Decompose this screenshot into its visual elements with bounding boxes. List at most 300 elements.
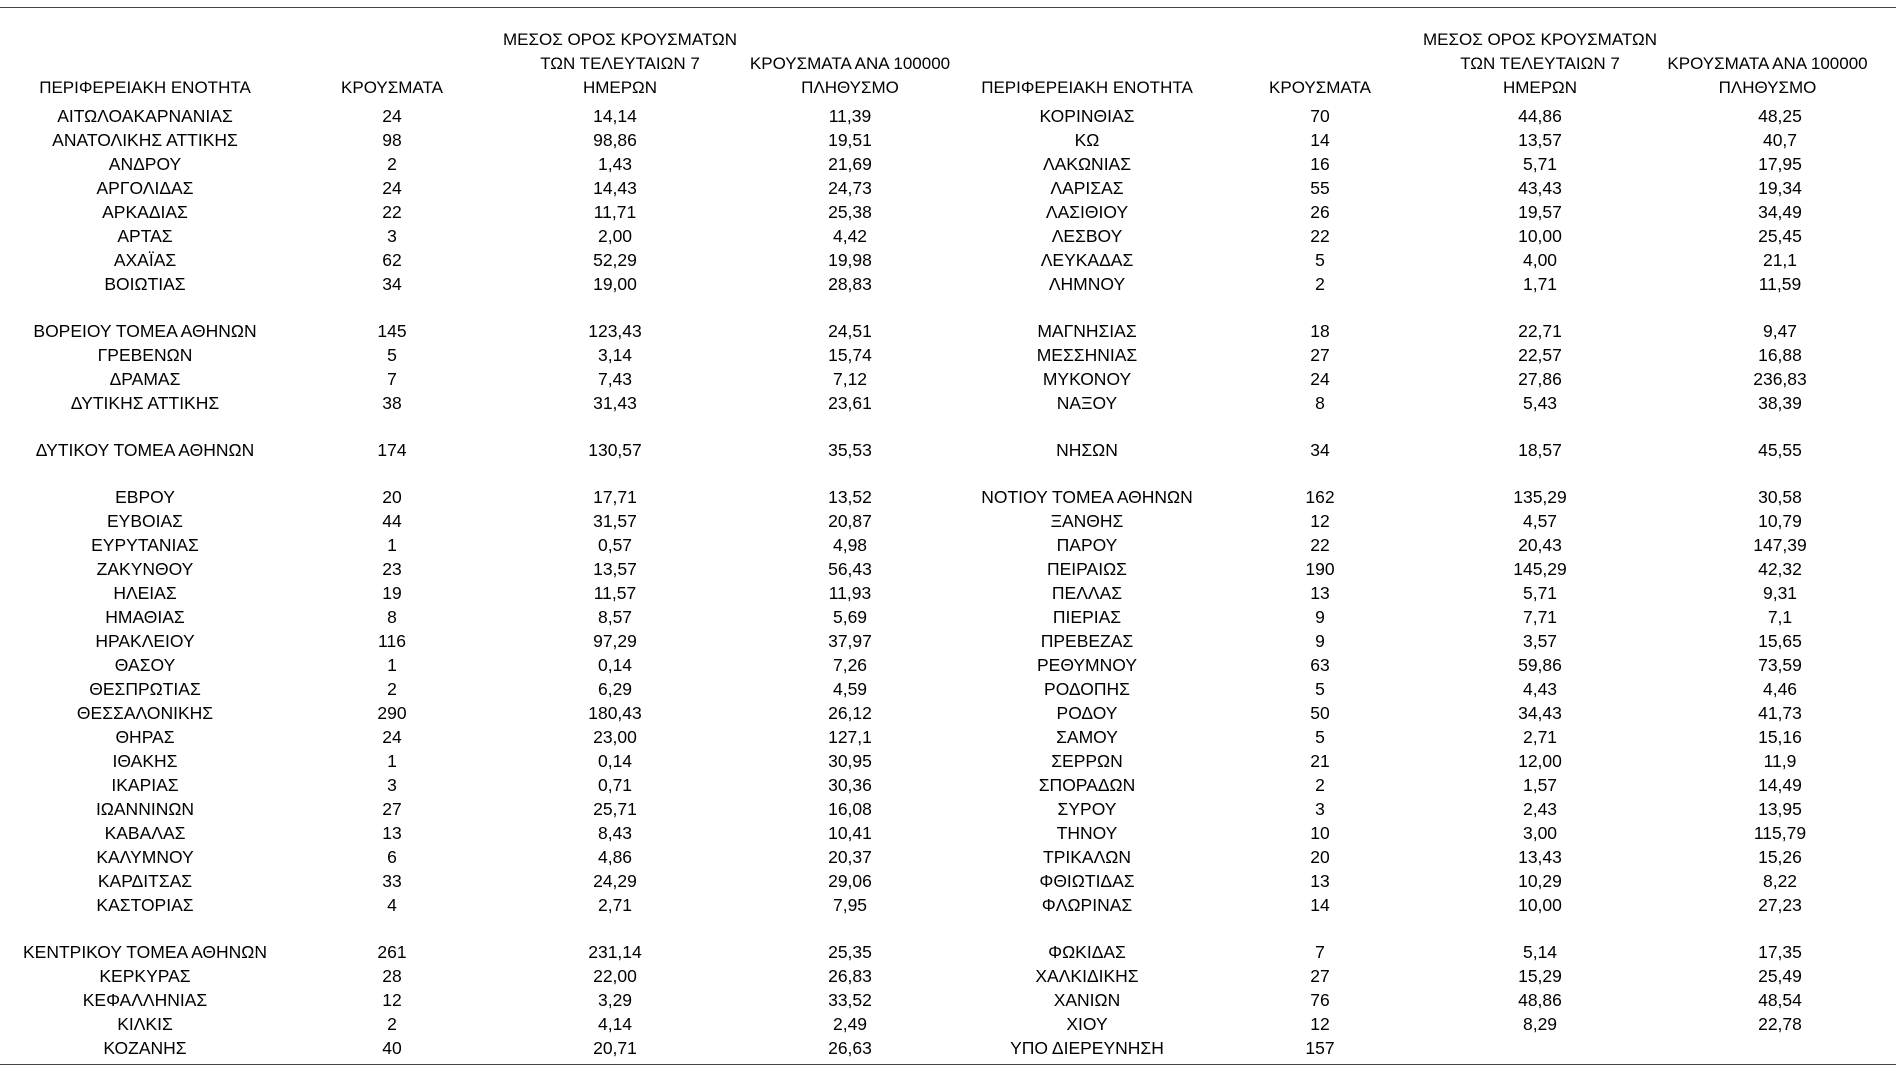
table-row: [0, 438, 950, 462]
header-region: [20, 30, 270, 100]
table-row: [0, 343, 950, 367]
cell-region: ΗΜΑΘΙΑΣ: [105, 607, 185, 627]
table-row: [0, 845, 950, 869]
cell-avg7: 4,43: [1522, 679, 1558, 699]
cell-cases: 8: [387, 607, 397, 627]
cell-avg7: 18,57: [1518, 440, 1562, 460]
cell-per100k: 28,83: [828, 274, 872, 294]
cell-region: ΚΕΝΤΡΙΚΟΥ ΤΟΜΕΑ ΑΘΗΝΩΝ: [22, 942, 268, 962]
cell-cases: 14: [1310, 895, 1330, 915]
cell-avg7: 0,14: [597, 655, 633, 675]
cell-cases: 12: [382, 990, 402, 1010]
cell-region: ΔΡΑΜΑΣ: [109, 369, 181, 389]
cell-avg7: 17,71: [593, 487, 637, 507]
table-row: [930, 749, 1896, 773]
cell-region: ΠΑΡΟΥ: [1056, 535, 1118, 555]
table-row: [0, 893, 950, 917]
cell-avg7: 3,14: [597, 345, 633, 365]
cell-avg7: 5,71: [1522, 583, 1558, 603]
cell-region: ΚΑΣΤΟΡΙΑΣ: [96, 895, 194, 915]
table-row: [930, 200, 1896, 224]
header-per100k-line2: ΠΛΗΘΥΣΜΟ: [801, 78, 899, 97]
cell-cases: 261: [377, 942, 407, 962]
cell-per100k: 15,74: [828, 345, 872, 365]
cell-avg7: 3,57: [1522, 631, 1558, 651]
cell-avg7: 20,71: [593, 1038, 637, 1058]
table-row: [0, 988, 950, 1012]
cell-cases: 33: [382, 871, 402, 891]
cell-region: ΣΑΜΟΥ: [1056, 727, 1118, 747]
cell-avg7: 20,43: [1518, 535, 1562, 555]
cell-cases: 12: [1310, 511, 1330, 531]
cell-region: ΝΟΤΙΟΥ ΤΟΜΕΑ ΑΘΗΝΩΝ: [981, 487, 1193, 507]
cell-region: ΛΑΣΙΘΙΟΥ: [1045, 202, 1129, 222]
cell-per100k: 5,69: [832, 607, 868, 627]
cell-per100k: 26,83: [828, 966, 872, 986]
cell-avg7: 59,86: [1518, 655, 1562, 675]
cell-cases: 20: [1310, 847, 1330, 867]
cell-region: ΚΑΒΑΛΑΣ: [104, 823, 186, 843]
cell-region: ΧΑΛΚΙΔΙΚΗΣ: [1035, 966, 1139, 986]
cell-region: ΡΟΔΟΠΗΣ: [1044, 679, 1130, 699]
cell-avg7: 98,86: [593, 130, 637, 150]
table-row: [930, 964, 1896, 988]
table-row: [0, 152, 950, 176]
cell-region: ΒΟΙΩΤΙΑΣ: [104, 274, 186, 294]
cell-per100k: 34,49: [1758, 202, 1802, 222]
table-row: [930, 509, 1896, 533]
cell-cases: 5: [1315, 679, 1325, 699]
cell-cases: 2: [387, 1014, 397, 1034]
cell-region: ΝΗΣΩΝ: [1056, 440, 1118, 460]
cell-per100k: 19,34: [1758, 178, 1802, 198]
cell-avg7: 14,14: [593, 106, 637, 126]
cell-per100k: 11,59: [1758, 274, 1802, 294]
cell-cases: 7: [1315, 942, 1325, 962]
cell-avg7: 31,43: [593, 393, 637, 413]
cell-avg7: 22,57: [1518, 345, 1562, 365]
table-row: [0, 248, 950, 272]
cell-cases: 190: [1305, 559, 1335, 579]
right-table: [930, 0, 1896, 1078]
table-row: [930, 773, 1896, 797]
table-row: [930, 343, 1896, 367]
cell-per100k: 8,22: [1762, 871, 1798, 891]
cell-avg7: 14,43: [593, 178, 637, 198]
cell-cases: 55: [1310, 178, 1330, 198]
cell-cases: 2: [1315, 775, 1325, 795]
cell-per100k: 26,63: [828, 1038, 872, 1058]
cell-per100k: 15,26: [1758, 847, 1802, 867]
cell-cases: 3: [1315, 799, 1325, 819]
cell-region: ΑΡΤΑΣ: [117, 226, 173, 246]
cell-cases: 22: [1310, 535, 1330, 555]
cell-avg7: 5,43: [1522, 393, 1558, 413]
cell-region: ΣΠΟΡΑΔΩΝ: [1038, 775, 1136, 795]
cell-cases: 18: [1310, 321, 1330, 341]
cell-region: ΛΑΡΙΣΑΣ: [1050, 178, 1124, 198]
header-avg7-right: [1415, 30, 1665, 100]
cell-per100k: 14,49: [1758, 775, 1802, 795]
cell-avg7: 48,86: [1518, 990, 1562, 1010]
cell-avg7: 1,71: [1522, 274, 1558, 294]
cell-cases: 24: [382, 178, 402, 198]
right-rows: [930, 104, 1896, 1060]
cell-cases: 34: [1310, 440, 1330, 460]
cell-avg7: 4,57: [1522, 511, 1558, 531]
cell-per100k: 38,39: [1758, 393, 1802, 413]
header-avg7-line3: ΗΜΕΡΩΝ: [582, 78, 658, 97]
cell-region: ΔΥΤΙΚΗΣ ΑΤΤΙΚΗΣ: [70, 393, 220, 413]
cell-per100k: 16,08: [828, 799, 872, 819]
cell-region: ΚΩ: [1074, 130, 1100, 150]
cell-region: ΑΡΚΑΔΙΑΣ: [102, 202, 188, 222]
cell-per100k: 25,45: [1758, 226, 1802, 246]
table-row: [930, 821, 1896, 845]
cell-avg7: 27,86: [1518, 369, 1562, 389]
cell-region: ΒΟΡΕΙΟΥ ΤΟΜΕΑ ΑΘΗΝΩΝ: [33, 321, 257, 341]
cell-per100k: 13,52: [828, 487, 872, 507]
cell-avg7: 13,43: [1518, 847, 1562, 867]
table-row: [930, 869, 1896, 893]
cell-region: ΚΕΡΚΥΡΑΣ: [99, 966, 191, 986]
cell-avg7: 10,00: [1518, 226, 1562, 246]
cell-cases: 70: [1310, 106, 1330, 126]
table-row: [0, 940, 950, 964]
cell-cases: 3: [387, 775, 397, 795]
header-cases-label-right: ΚΡΟΥΣΜΑΤΑ: [1269, 78, 1371, 97]
cell-avg7: 2,00: [597, 226, 633, 246]
cell-cases: 9: [1315, 631, 1325, 651]
cell-avg7: 34,43: [1518, 703, 1562, 723]
table-row: [0, 128, 950, 152]
table-row: [0, 581, 950, 605]
cell-per100k: 7,26: [832, 655, 868, 675]
cell-region: ΘΕΣΣΑΛΟΝΙΚΗΣ: [76, 703, 214, 723]
cell-cases: 40: [382, 1038, 402, 1058]
cell-avg7: 3,00: [1522, 823, 1558, 843]
table-row: [0, 797, 950, 821]
header-per100k-line1: ΚΡΟΥΣΜΑΤΑ ΑΝΑ 100000: [749, 54, 951, 73]
cell-per100k: 2,49: [832, 1014, 868, 1034]
table-row: [0, 821, 950, 845]
cell-region: ΑΧΑΪΑΣ: [113, 250, 177, 270]
cell-avg7: 19,00: [593, 274, 637, 294]
table-row: [930, 653, 1896, 677]
table-row: [0, 485, 950, 509]
cell-cases: 22: [382, 202, 402, 222]
cell-avg7: 1,43: [597, 154, 633, 174]
table-row: [0, 1012, 950, 1036]
table-row: [930, 629, 1896, 653]
table-row: [930, 248, 1896, 272]
cell-cases: 7: [387, 369, 397, 389]
cell-avg7: 7,43: [597, 369, 633, 389]
cell-per100k: 42,32: [1758, 559, 1802, 579]
cell-avg7: 13,57: [1518, 130, 1562, 150]
header-region-right: [962, 30, 1212, 100]
table-row: [0, 1036, 950, 1060]
header-avg7-line2: ΤΩΝ ΤΕΛΕΥΤΑΙΩΝ 7: [540, 54, 700, 73]
cell-region: ΣΕΡΡΩΝ: [1051, 751, 1123, 771]
cell-region: ΦΘΙΩΤΙΔΑΣ: [1039, 871, 1135, 891]
cell-per100k: 48,54: [1758, 990, 1802, 1010]
table-row: [930, 1036, 1896, 1060]
cell-region: ΕΥΡΥΤΑΝΙΑΣ: [91, 535, 199, 555]
header-avg7-right-line2: ΤΩΝ ΤΕΛΕΥΤΑΙΩΝ 7: [1460, 54, 1620, 73]
cell-per100k: 24,51: [828, 321, 872, 341]
header-cases-label: ΚΡΟΥΣΜΑΤΑ: [341, 78, 443, 97]
table-row: [930, 176, 1896, 200]
cell-cases: 1: [387, 655, 397, 675]
cell-avg7: 22,71: [1518, 321, 1562, 341]
cell-region: ΦΛΩΡΙΝΑΣ: [1041, 895, 1133, 915]
cell-per100k: 20,37: [828, 847, 872, 867]
cell-per100k: 11,93: [828, 583, 872, 603]
cell-cases: 63: [1310, 655, 1330, 675]
cell-region: ΑΝΔΡΟΥ: [108, 154, 182, 174]
cell-region: ΛΕΥΚΑΔΑΣ: [1040, 250, 1134, 270]
cell-region: ΤΡΙΚΑΛΩΝ: [1043, 847, 1131, 867]
cell-avg7: 2,71: [1522, 727, 1558, 747]
cell-per100k: 9,31: [1762, 583, 1798, 603]
cell-cases: 116: [378, 631, 406, 651]
cell-avg7: 2,43: [1522, 799, 1558, 819]
cell-avg7: 5,71: [1522, 154, 1558, 174]
cell-region: ΗΛΕΙΑΣ: [113, 583, 177, 603]
cell-per100k: 26,12: [828, 703, 872, 723]
table-row: [0, 629, 950, 653]
table-row: [930, 605, 1896, 629]
cell-per100k: 22,78: [1758, 1014, 1802, 1034]
cell-region: ΤΗΝΟΥ: [1056, 823, 1118, 843]
cell-cases: 28: [382, 966, 402, 986]
table-row: [930, 391, 1896, 415]
cell-region: ΦΩΚΙΔΑΣ: [1048, 942, 1126, 962]
table-row: [930, 797, 1896, 821]
cell-region: ΝΑΞΟΥ: [1056, 393, 1118, 413]
cell-cases: 145: [377, 321, 407, 341]
cell-avg7: 0,57: [597, 535, 633, 555]
table-row: [0, 677, 950, 701]
cell-cases: 76: [1310, 990, 1330, 1010]
cell-region: ΕΒΡΟΥ: [115, 487, 175, 507]
cell-cases: 20: [382, 487, 402, 507]
cell-per100k: 236,83: [1753, 369, 1807, 389]
header-region-label-right: ΠΕΡΙΦΕΡΕΙΑΚΗ ΕΝΟΤΗΤΑ: [981, 78, 1193, 97]
cell-region: ΧΑΝΙΩΝ: [1053, 990, 1121, 1010]
cell-avg7: 6,29: [597, 679, 633, 699]
cell-region: ΕΥΒΟΙΑΣ: [107, 511, 183, 531]
cell-cases: 27: [1310, 345, 1330, 365]
table-row: [930, 224, 1896, 248]
cell-per100k: 15,16: [1758, 727, 1802, 747]
cell-region: ΧΙΟΥ: [1066, 1014, 1108, 1034]
cell-region: ΑΝΑΤΟΛΙΚΗΣ ΑΤΤΙΚΗΣ: [52, 130, 238, 150]
cell-avg7: 10,29: [1518, 871, 1562, 891]
header-per100k-right-line2: ΠΛΗΘΥΣΜΟ: [1718, 78, 1817, 97]
cell-region: ΡΕΘΥΜΝΟΥ: [1036, 655, 1137, 675]
table-row: [930, 438, 1896, 462]
cell-cases: 23: [382, 559, 402, 579]
table-row: [0, 391, 950, 415]
cell-cases: 12: [1310, 1014, 1330, 1034]
cell-avg7: 25,71: [593, 799, 637, 819]
cell-cases: 13: [1310, 871, 1330, 891]
cell-per100k: 20,87: [828, 511, 872, 531]
table-row: [0, 557, 950, 581]
cell-per100k: 29,06: [828, 871, 872, 891]
cell-per100k: 13,95: [1758, 799, 1802, 819]
cell-region: ΔΥΤΙΚΟΥ ΤΟΜΕΑ ΑΘΗΝΩΝ: [35, 440, 255, 460]
table-row: [0, 319, 950, 343]
cell-per100k: 73,59: [1758, 655, 1802, 675]
cell-cases: 26: [1310, 202, 1330, 222]
header-avg7-right-line3: ΗΜΕΡΩΝ: [1502, 78, 1578, 97]
cell-avg7: 97,29: [593, 631, 637, 651]
cell-per100k: 17,35: [1758, 942, 1802, 962]
cell-region: ΜΕΣΣΗΝΙΑΣ: [1036, 345, 1138, 365]
table-row: [0, 605, 950, 629]
table-row: [930, 701, 1896, 725]
cell-cases: 162: [1305, 487, 1335, 507]
cell-region: ΙΘΑΚΗΣ: [112, 751, 178, 771]
table-row: [930, 725, 1896, 749]
cell-per100k: 48,25: [1758, 106, 1802, 126]
cell-region: ΑΙΤΩΛΟΑΚΑΡΝΑΝΙΑΣ: [57, 106, 233, 126]
cell-avg7: 2,71: [597, 895, 633, 915]
cell-cases: 21: [1310, 751, 1330, 771]
header-avg7-right-line1: ΜΕΣΟΣ ΟΡΟΣ ΚΡΟΥΣΜΑΤΩΝ: [1423, 30, 1657, 49]
cell-region: ΘΑΣΟΥ: [114, 655, 176, 675]
cell-avg7: 22,00: [593, 966, 637, 986]
table-row: [0, 773, 950, 797]
table-row: [0, 224, 950, 248]
cell-cases: 27: [1310, 966, 1330, 986]
cell-per100k: 11,39: [828, 106, 872, 126]
cell-cases: 4: [387, 895, 397, 915]
cell-avg7: 4,00: [1522, 250, 1558, 270]
cell-avg7: 31,57: [593, 511, 637, 531]
cell-avg7: 0,14: [597, 751, 633, 771]
cell-cases: 22: [1310, 226, 1330, 246]
cell-avg7: 44,86: [1518, 106, 1562, 126]
cell-per100k: 37,97: [828, 631, 872, 651]
cell-cases: 24: [382, 727, 402, 747]
cell-per100k: 7,95: [832, 895, 868, 915]
cell-region: ΙΩΑΝΝΙΝΩΝ: [95, 799, 195, 819]
cell-cases: 24: [382, 106, 402, 126]
table-row: [930, 533, 1896, 557]
cell-region: ΖΑΚΥΝΘΟΥ: [96, 559, 194, 579]
cell-avg7: 145,29: [1513, 559, 1567, 579]
left-rows: [0, 104, 950, 1060]
cell-per100k: 7,1: [1767, 607, 1793, 627]
cell-cases: 5: [1315, 727, 1325, 747]
cell-avg7: 8,43: [597, 823, 633, 843]
cell-cases: 44: [382, 511, 402, 531]
cell-region: ΣΥΡΟΥ: [1057, 799, 1117, 819]
table-row: [930, 893, 1896, 917]
cell-cases: 9: [1315, 607, 1325, 627]
cell-per100k: 40,7: [1762, 130, 1798, 150]
cell-per100k: 24,73: [828, 178, 872, 198]
cell-region: ΠΙΕΡΙΑΣ: [1052, 607, 1122, 627]
cell-cases: 8: [1315, 393, 1325, 413]
cell-per100k: 27,23: [1758, 895, 1802, 915]
cell-per100k: 4,42: [832, 226, 868, 246]
table-row: [930, 677, 1896, 701]
table-row: [930, 367, 1896, 391]
header-avg7: [490, 30, 750, 100]
cell-per100k: 19,98: [828, 250, 872, 270]
cell-region: ΥΠΟ ΔΙΕΡΕΥΝΗΣΗ: [1010, 1038, 1164, 1058]
cell-per100k: 23,61: [828, 393, 872, 413]
cell-region: ΓΡΕΒΕΝΩΝ: [97, 345, 193, 365]
cell-cases: 24: [1310, 369, 1330, 389]
cell-region: ΜΑΓΝΗΣΙΑΣ: [1037, 321, 1137, 341]
cell-per100k: 9,47: [1762, 321, 1798, 341]
cell-region: ΠΕΙΡΑΙΩΣ: [1047, 559, 1127, 579]
cell-cases: 174: [377, 440, 407, 460]
cell-per100k: 21,69: [828, 154, 872, 174]
table-row: [0, 701, 950, 725]
cell-avg7: 52,29: [593, 250, 637, 270]
cell-cases: 62: [382, 250, 402, 270]
cell-region: ΗΡΑΚΛΕΙΟΥ: [95, 631, 195, 651]
cell-cases: 14: [1310, 130, 1330, 150]
cell-cases: 1: [387, 751, 397, 771]
cell-avg7: 0,71: [597, 775, 633, 795]
cell-cases: 98: [382, 130, 402, 150]
cell-region: ΠΕΛΛΑΣ: [1051, 583, 1123, 603]
cell-per100k: 30,36: [828, 775, 872, 795]
cell-cases: 10: [1310, 823, 1330, 843]
cell-avg7: 24,29: [593, 871, 637, 891]
cell-region: ΘΗΡΑΣ: [115, 727, 175, 747]
cell-region: ΚΙΛΚΙΣ: [117, 1014, 173, 1034]
table-row: [930, 485, 1896, 509]
cell-avg7: 23,00: [593, 727, 637, 747]
cell-cases: 34: [382, 274, 402, 294]
cell-avg7: 180,43: [588, 703, 642, 723]
cell-per100k: 30,58: [1758, 487, 1802, 507]
cell-region: ΑΡΓΟΛΙΔΑΣ: [96, 178, 194, 198]
cell-avg7: 130,57: [588, 440, 642, 460]
header-cases-right: [1260, 30, 1380, 100]
cell-region: ΛΑΚΩΝΙΑΣ: [1042, 154, 1132, 174]
header-per100k-right: [1655, 30, 1880, 100]
cell-avg7: 4,14: [597, 1014, 633, 1034]
cell-avg7: 15,29: [1518, 966, 1562, 986]
table-row: [0, 176, 950, 200]
table-row: [930, 104, 1896, 128]
cell-region: ΜΥΚΟΝΟΥ: [1042, 369, 1132, 389]
header-per100k-right-line1: ΚΡΟΥΣΜΑΤΑ ΑΝΑ 100000: [1667, 54, 1868, 73]
cell-avg7: 11,57: [593, 583, 637, 603]
cell-region: ΚΕΦΑΛΛΗΝΙΑΣ: [82, 990, 208, 1010]
table-row: [0, 964, 950, 988]
cell-region: ΡΟΔΟΥ: [1056, 703, 1118, 723]
cell-cases: 13: [1310, 583, 1330, 603]
table-row: [930, 581, 1896, 605]
cell-per100k: 16,88: [1758, 345, 1802, 365]
cell-cases: 38: [382, 393, 402, 413]
cell-avg7: 8,29: [1522, 1014, 1558, 1034]
cell-per100k: 19,51: [828, 130, 872, 150]
table-row: [0, 869, 950, 893]
cell-region: ΚΟΡΙΝΘΙΑΣ: [1039, 106, 1135, 126]
